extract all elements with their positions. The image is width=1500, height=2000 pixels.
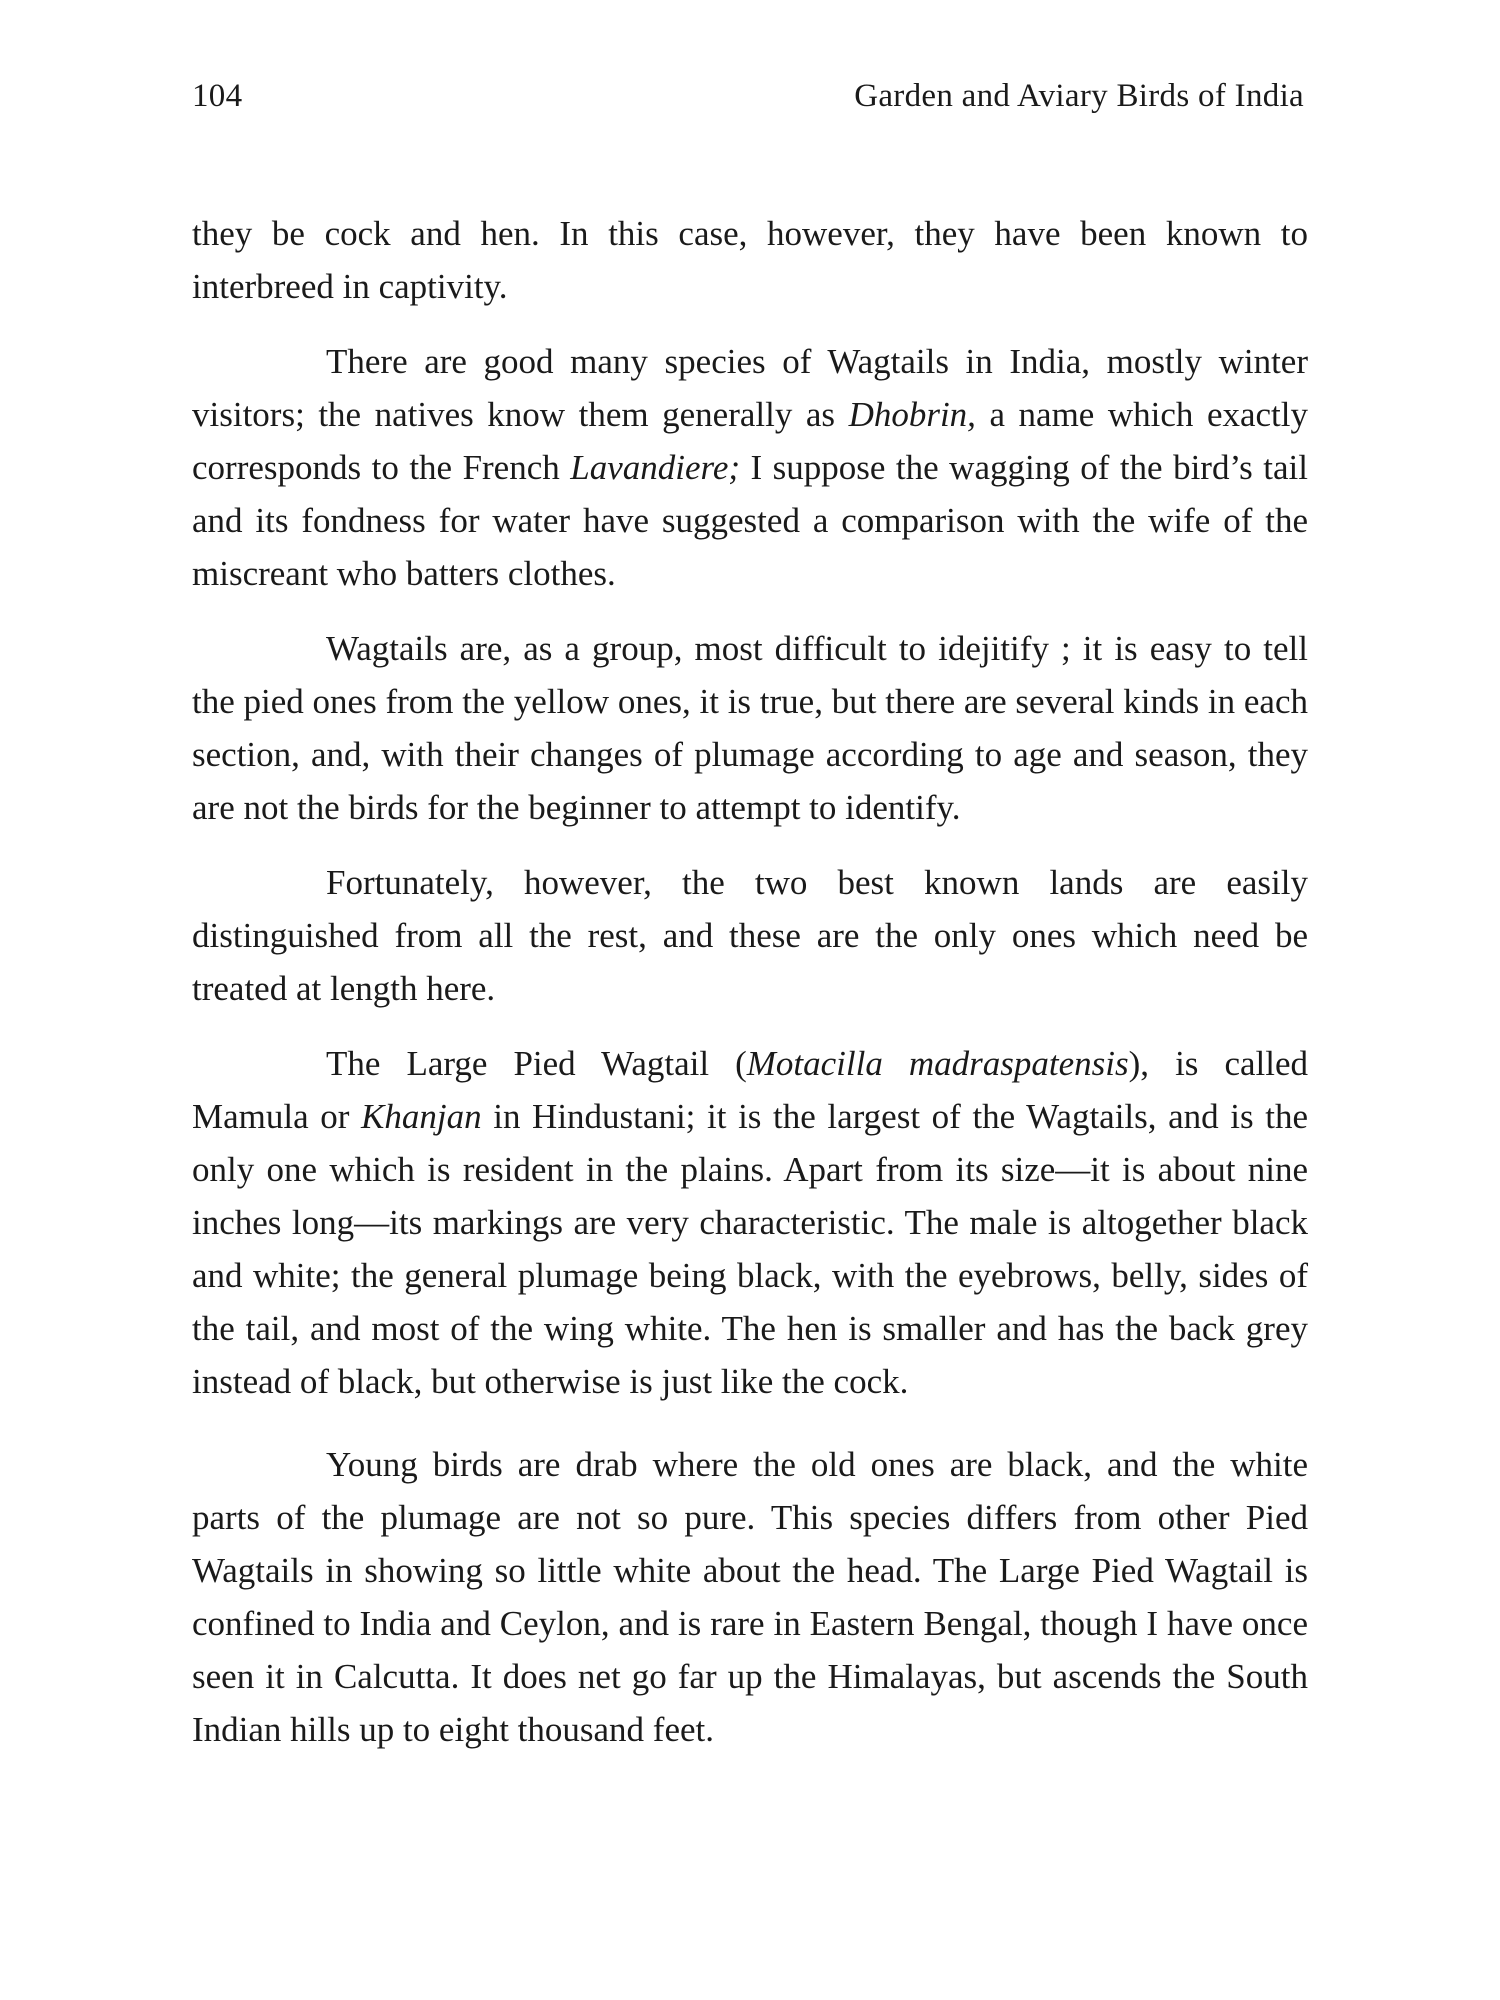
page-number: 104 — [192, 78, 243, 114]
paragraph-5-text: in Hindustani; it is the largest of the Wagtails, and is the only one which is resident in the plains. Apart from its size—it is about nine inches long—its markings are very characteristic. The male is altogether black and white; the general plumage being black, with the eyebrows, belly, sides of the tail, and most of the wing white. The hen is smaller and has the back grey instead of black, but otherwise is just like the cock. — [192, 1097, 1309, 1401]
paragraph-6: Young birds are drab where the old ones are black, and the white parts of the plumage are not so pure. This species differs from other Pied Wagtails in showing so little white about the head. The Large Pied Wagtail is confined to India and Ceylon, and is rare in Eastern Bengal, though I have once seen it in Calcutta. It does net go far up the Himalayas, but ascends the South Indian hills up to eight thousand feet. — [192, 1445, 1308, 1749]
running-head-title: Garden and Aviary Birds of India — [854, 78, 1304, 114]
paragraph-5-text: ), is called Mamula or — [192, 1044, 1308, 1136]
paragraph-2-text: I suppose the wagging of the bird’s tail and its fondness for water have suggested a comparison with the wife of the miscreant who batters clothes. — [192, 448, 1308, 593]
paragraph-2-italic-dhobrin: Dhobrin, — [848, 395, 976, 434]
paragraph-4: Fortunately, however, the two best known lands are easily distinguished from all the rest, and these are the only ones which need be treated at length here. — [192, 863, 1308, 1008]
paragraph-3: Wagtails are, as a group, most difficult to idejitify ; it is easy to tell the pied ones from the yellow ones, it is true, but there are several kinds in each section, and, with their changes of plumage according to age and season, they are not the birds for the beginner to attempt to identify. — [192, 629, 1308, 827]
body-text — [192, 207, 1308, 1778]
paragraph-2-text: a name which exactly corresponds to the French — [192, 395, 1308, 487]
paragraph-5-text: The Large Pied Wagtail ( — [326, 1044, 747, 1083]
paragraph-5-italic-scientific-name: Motacilla madraspatensis — [746, 1044, 1129, 1083]
page-header — [192, 78, 1304, 128]
paragraph-2-italic-lavandiere: Lavandiere; — [570, 448, 741, 487]
paragraph-5 — [192, 1037, 1308, 1408]
paragraph-1: they be cock and hen. In this case, however, they have been known to interbreed in captivity. — [192, 214, 1308, 306]
paragraph-2 — [192, 335, 1308, 600]
paragraph-2-text: There are good many species of Wagtails in India, mostly winter visitors; the natives know them generally as — [192, 342, 1308, 434]
paragraph-5-italic-khanjan: Khanjan — [361, 1097, 482, 1136]
